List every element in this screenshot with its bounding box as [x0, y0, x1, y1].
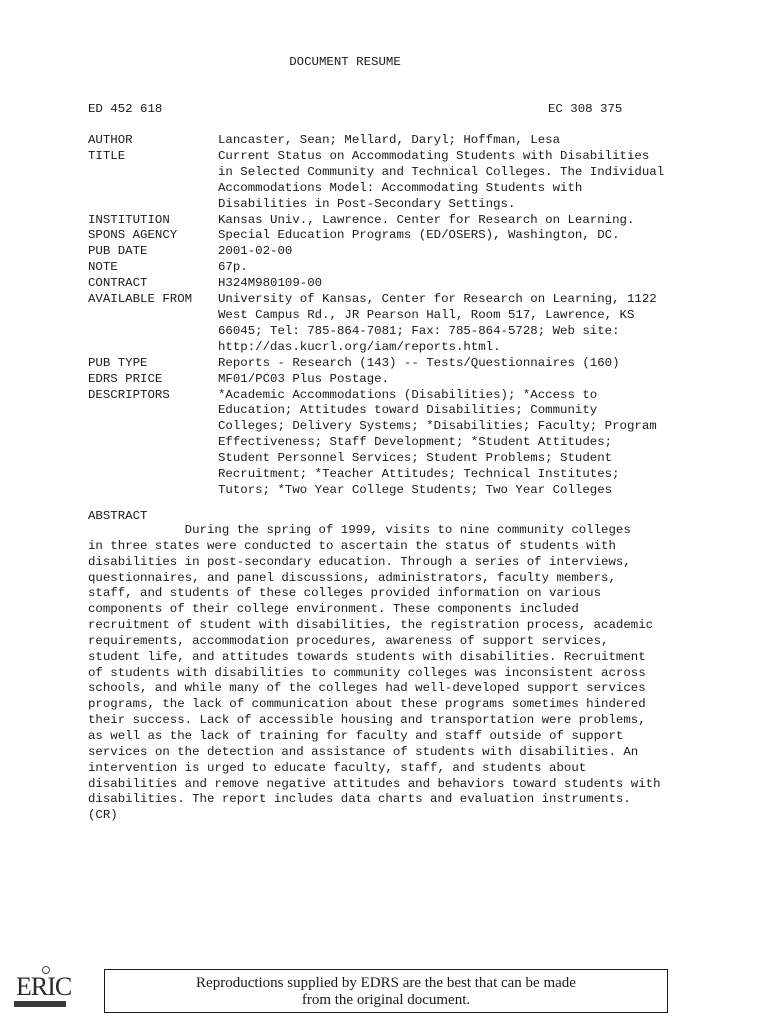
- field-value: [218, 372, 708, 388]
- field-value-line: Recruitment; *Teacher Attitudes; Technical Institutes;: [218, 467, 620, 482]
- field-row: [88, 292, 708, 356]
- field-value-line: Disabilities in Post-Secondary Settings.: [218, 196, 516, 211]
- abstract-line: requirements, accommodation procedures, awareness of support services,: [88, 633, 609, 648]
- field-row: [88, 388, 708, 499]
- field-value-line: 67p.: [218, 260, 248, 275]
- field-row: [88, 356, 708, 372]
- abstract-line: schools, and while many of the colleges had well-developed support services: [88, 681, 646, 696]
- reproduction-notice-line2: from the original document.: [301, 992, 471, 1008]
- field-row: [88, 149, 708, 213]
- field-value: [218, 149, 708, 213]
- field-value-line: Student Personnel Services; Student Problems; Student: [218, 451, 613, 466]
- field-row: [88, 244, 708, 260]
- field-value: [218, 228, 708, 244]
- field-value: [218, 292, 708, 356]
- abstract-line: recruitment of student with disabilities, the registration process, academic: [88, 618, 654, 633]
- field-label: AUTHOR: [88, 133, 133, 147]
- field-value-line: Colleges; Delivery Systems; *Disabilities; Faculty; Program: [218, 419, 657, 434]
- abstract-line: disabilities in post-secondary education. Through a series of interviews,: [88, 554, 631, 569]
- field-value: [218, 356, 708, 372]
- abstract-line: of students with disabilities to community colleges was inconsistent across: [88, 665, 646, 680]
- metadata-fields: [88, 133, 708, 499]
- field-value-line: *Academic Accommodations (Disabilities); *Access to: [218, 387, 598, 402]
- field-value-line: in Selected Community and Technical Colleges. The Individual: [218, 164, 665, 179]
- field-row: [88, 260, 708, 276]
- field-label: AVAILABLE FROM: [88, 292, 193, 307]
- field-label: INSTITUTION: [88, 212, 170, 227]
- field-value-line: H324M980109-00: [218, 276, 323, 291]
- field-label: PUB DATE: [88, 244, 148, 259]
- field-value-line: Reports - Research (143) -- Tests/Questionnaires (160): [218, 355, 620, 370]
- field-row: [88, 228, 708, 244]
- field-row: [88, 213, 708, 229]
- field-value-line: University of Kansas, Center for Research on Learning, 1122: [218, 292, 657, 307]
- field-value: [218, 260, 708, 276]
- abstract-line: (CR): [88, 808, 118, 823]
- abstract-line: staff, and students of these colleges provided information on various: [88, 586, 602, 601]
- field-value: [218, 133, 708, 149]
- abstract-label: ABSTRACT: [88, 509, 148, 523]
- field-value-line: 66045; Tel: 785-864-7081; Fax: 785-864-5728; Web site:: [218, 323, 620, 338]
- field-value-line: Accommodations Model: Accommodating Students with: [218, 180, 583, 195]
- field-label: PUB TYPE: [88, 355, 148, 370]
- abstract-line: student life, and attitudes towards students with disabilities. Recruitment: [88, 649, 646, 664]
- field-row: [88, 276, 708, 292]
- ec-number: EC 308 375: [548, 102, 623, 116]
- abstract-line: in three states were conducted to ascertain the status of students with: [88, 538, 616, 553]
- field-row: [88, 133, 708, 149]
- reproduction-notice-line1: Reproductions supplied by EDRS are the best that can be made: [196, 975, 576, 991]
- field-value-line: Effectiveness; Staff Development; *Student Attitudes;: [218, 435, 613, 450]
- field-value: [218, 388, 708, 499]
- abstract-line: disabilities and remove negative attitudes and behaviors toward students with: [88, 776, 661, 791]
- field-value-line: Lancaster, Sean; Mellard, Daryl; Hoffman, Lesa: [218, 133, 561, 147]
- field-label: CONTRACT: [88, 276, 148, 291]
- abstract-line: During the spring of 1999, visits to nine community colleges: [88, 523, 631, 537]
- eric-logo-bar: [14, 1001, 66, 1007]
- field-label: SPONS AGENCY: [88, 228, 178, 243]
- field-label: EDRS PRICE: [88, 371, 163, 386]
- field-label: NOTE: [88, 260, 118, 275]
- abstract-line: intervention is urged to educate faculty, staff, and students about: [88, 760, 587, 775]
- abstract-line: questionnaires, and panel discussions, administrators, faculty members,: [88, 570, 616, 585]
- field-value-line: Education; Attitudes toward Disabilities; Community: [218, 403, 598, 418]
- abstract-line: as well as the lack of training for faculty and staff outside of support: [88, 728, 624, 743]
- abstract-line: services on the detection and assistance of students with disabilities. An: [88, 744, 639, 759]
- field-value-line: Current Status on Accommodating Students with Disabilities: [218, 148, 650, 163]
- field-value: [218, 244, 708, 260]
- reproduction-notice: [104, 969, 668, 1013]
- field-value-line: MF01/PC03 Plus Postage.: [218, 371, 390, 386]
- abstract-line: programs, the lack of communication about these programs sometimes hindered: [88, 697, 646, 712]
- field-value-line: Kansas Univ., Lawrence. Center for Research on Learning.: [218, 212, 635, 227]
- abstract-body: [88, 523, 708, 824]
- abstract-line: their success. Lack of accessible housing and transportation were problems,: [88, 713, 646, 728]
- field-row: [88, 372, 708, 388]
- field-value-line: http://das.kucrl.org/iam/reports.html.: [218, 339, 501, 354]
- field-label: TITLE: [88, 148, 126, 163]
- field-value: [218, 213, 708, 229]
- field-value-line: West Campus Rd., JR Pearson Hall, Room 517, Lawrence, KS: [218, 307, 635, 322]
- eric-logo-text: ERIC: [16, 972, 72, 1001]
- document-title: DOCUMENT RESUME: [289, 55, 401, 69]
- field-value-line: 2001-02-00: [218, 244, 293, 259]
- ed-number: ED 452 618: [88, 102, 163, 116]
- field-label: DESCRIPTORS: [88, 387, 170, 402]
- field-value: [218, 276, 708, 292]
- eric-logo: [14, 966, 72, 1008]
- field-value-line: Tutors; *Two Year College Students; Two Year Colleges: [218, 482, 613, 497]
- field-value-line: Special Education Programs (ED/OSERS), Washington, DC.: [218, 228, 620, 243]
- abstract-line: disabilities. The report includes data charts and evaluation instruments.: [88, 792, 631, 807]
- abstract-line: components of their college environment. These components included: [88, 602, 579, 617]
